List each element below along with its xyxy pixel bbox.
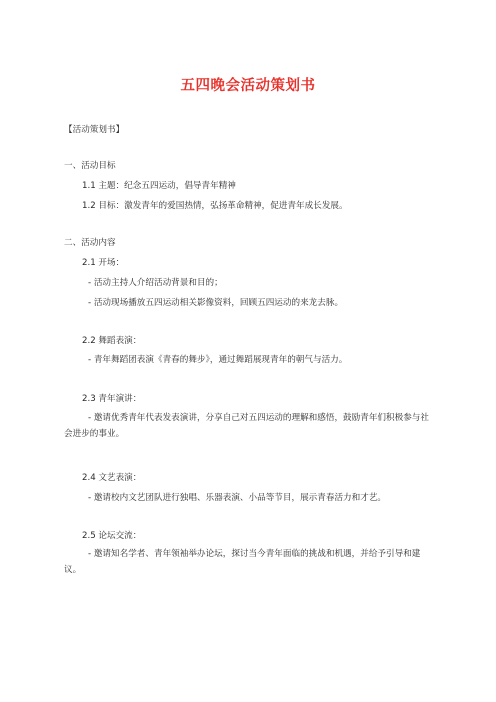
opening-item-video: - 活动现场播放五四运动相关影像资料，回顾五四运动的来龙去脉。	[88, 298, 344, 308]
section-1-item-goal: 1.2 目标：激发青年的爱国热情，弘扬革命精神，促进青年成长发展。	[82, 201, 348, 211]
section-2-heading: 二、活动内容	[64, 238, 116, 248]
forum-title: 2.5 论坛交流：	[82, 531, 142, 541]
header-tag: 【活动策划书】	[64, 125, 125, 135]
section-1-item-theme: 1.1 主题：纪念五四运动，倡导青年精神	[82, 181, 236, 191]
document-title: 五四晚会活动策划书	[180, 78, 316, 94]
speech-text: - 邀请优秀青年代表发表演讲，分享自己对五四运动的理解和感悟，鼓励青年们积极参与社会进步的事业。	[64, 413, 429, 439]
opening-item-host: - 活动主持人介绍活动背景和目的；	[88, 278, 223, 288]
arts-text: - 邀请校内文艺团队进行独唱、乐器表演、小品等节目，展示青春活力和才艺。	[88, 493, 387, 503]
dance-title: 2.2 舞蹈表演：	[82, 336, 142, 346]
forum-text: - 邀请知名学者、青年领袖举办论坛，探讨当今青年面临的挑战和机遇，并给予引导和建议。	[64, 549, 421, 575]
opening-title: 2.1 开场：	[82, 258, 125, 268]
speech-title: 2.3 青年演讲：	[82, 394, 142, 404]
arts-title: 2.4 文艺表演：	[82, 473, 142, 483]
section-1-heading: 一、活动目标	[64, 161, 116, 171]
dance-text: - 青年舞蹈团表演《青春的舞步》，通过舞蹈展现青年的朝气与活力。	[88, 355, 348, 365]
